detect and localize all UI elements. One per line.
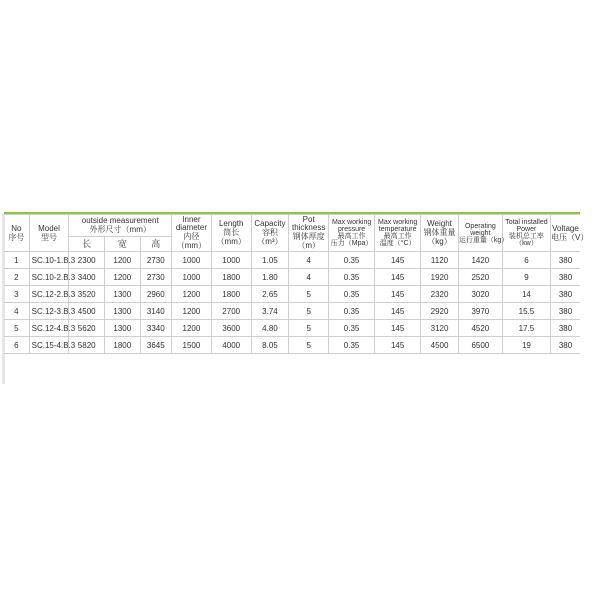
spec-table-container bbox=[4, 212, 589, 354]
table-cell: 6 bbox=[4, 337, 29, 354]
header-voltage: Voltage 电压（V） bbox=[551, 215, 581, 252]
table-cell: SC.15-4.B.3 bbox=[29, 337, 69, 354]
table-cell: 5620 bbox=[69, 320, 105, 337]
table-cell: 1000 bbox=[172, 269, 212, 286]
header-inner-diameter: Inner diameter 内径 （mm） bbox=[172, 215, 212, 252]
header-total-power: Total installed Power 装机总工率 （kw） bbox=[502, 215, 550, 252]
table-cell: 0.35 bbox=[329, 286, 375, 303]
table-cell: 4500 bbox=[421, 337, 459, 354]
header-row bbox=[4, 215, 580, 237]
table-cell: 6 bbox=[502, 252, 550, 269]
table-cell: 3340 bbox=[140, 320, 171, 337]
table-cell: 1800 bbox=[211, 286, 251, 303]
table-cell: 1420 bbox=[458, 252, 502, 269]
spec-table bbox=[4, 214, 589, 354]
table-cell: 3140 bbox=[140, 303, 171, 320]
header-pot-thickness: Pot thickness 钢体厚度 （m） bbox=[289, 215, 329, 252]
table-cell: SC.10-1.B.3 bbox=[29, 252, 69, 269]
table-cell: 1200 bbox=[105, 252, 141, 269]
table-cell: 2700 bbox=[211, 303, 251, 320]
table-cell: 1200 bbox=[172, 286, 212, 303]
table-cell: 0.35 bbox=[329, 269, 375, 286]
table-cell: 2520 bbox=[458, 269, 502, 286]
table-cell: SC.10-2.B.3 bbox=[29, 269, 69, 286]
header-length-cn: 长 bbox=[69, 237, 105, 252]
header-model: Model 型号 bbox=[29, 215, 69, 252]
table-cell: 5 bbox=[289, 337, 329, 354]
table-cell: 380 bbox=[551, 337, 581, 354]
table-cell: 145 bbox=[375, 286, 421, 303]
table-cell: 1920 bbox=[421, 269, 459, 286]
table-cell: 2960 bbox=[140, 286, 171, 303]
header-max-pressure: Max working pressure 最高工作 压力（Mpa） bbox=[329, 215, 375, 252]
table-row bbox=[4, 286, 580, 303]
header-length: Length 筒长 （mm） bbox=[211, 215, 251, 252]
header-max-temperature: Max working temperature 最高工作 温度（°C） bbox=[375, 215, 421, 252]
table-cell: 3 bbox=[4, 286, 29, 303]
table-cell: 0.35 bbox=[329, 337, 375, 354]
table-cell: 145 bbox=[375, 269, 421, 286]
table-cell: 2320 bbox=[421, 286, 459, 303]
table-cell: 1200 bbox=[172, 303, 212, 320]
table-cell: 145 bbox=[375, 303, 421, 320]
table-cell: 3120 bbox=[421, 320, 459, 337]
table-cell: 380 bbox=[551, 320, 581, 337]
header-no: No 序号 bbox=[4, 215, 29, 252]
table-cell: 4500 bbox=[69, 303, 105, 320]
table-cell: 380 bbox=[551, 269, 581, 286]
table-cell: 1.80 bbox=[251, 269, 289, 286]
table-cell: 15.5 bbox=[502, 303, 550, 320]
table-cell: 1800 bbox=[211, 269, 251, 286]
table-cell: 3970 bbox=[458, 303, 502, 320]
table-cell: 19 bbox=[502, 337, 550, 354]
table-cell: 3020 bbox=[458, 286, 502, 303]
table-row bbox=[4, 303, 580, 320]
table-row bbox=[4, 252, 580, 269]
table-cell: 1 bbox=[4, 252, 29, 269]
header-operating-weight: Operating weight 运行重量（kg） bbox=[458, 215, 502, 252]
table-cell: 1200 bbox=[105, 269, 141, 286]
header-weight: Weight 钢体重量 （kg） bbox=[421, 215, 459, 252]
table-cell: 8.05 bbox=[251, 337, 289, 354]
table-cell: 1500 bbox=[172, 337, 212, 354]
table-cell: 145 bbox=[375, 252, 421, 269]
table-row bbox=[4, 269, 580, 286]
table-cell: 2 bbox=[4, 269, 29, 286]
table-cell: 4 bbox=[289, 269, 329, 286]
table-cell: 5820 bbox=[69, 337, 105, 354]
table-cell: 3520 bbox=[69, 286, 105, 303]
table-cell: 5 bbox=[289, 286, 329, 303]
table-cell: 1000 bbox=[172, 252, 212, 269]
header-width-cn: 宽 bbox=[105, 237, 141, 252]
table-cell: 1300 bbox=[105, 320, 141, 337]
table-cell: 4 bbox=[4, 303, 29, 320]
header-capacity: Capacity 容积 （m³） bbox=[251, 215, 289, 252]
table-cell: 1800 bbox=[105, 337, 141, 354]
table-cell: 2.65 bbox=[251, 286, 289, 303]
table-cell: 3600 bbox=[211, 320, 251, 337]
table-cell: 6500 bbox=[458, 337, 502, 354]
table-row bbox=[4, 320, 580, 337]
table-cell: 0.35 bbox=[329, 303, 375, 320]
table-cell: 14 bbox=[502, 286, 550, 303]
table-cell: 2730 bbox=[140, 252, 171, 269]
table-cell: 0.35 bbox=[329, 252, 375, 269]
table-cell: 1120 bbox=[421, 252, 459, 269]
table-cell: 1000 bbox=[211, 252, 251, 269]
table-cell: 4520 bbox=[458, 320, 502, 337]
table-body bbox=[4, 252, 580, 354]
table-cell: 1200 bbox=[172, 320, 212, 337]
table-cell: 5 bbox=[289, 320, 329, 337]
table-cell: 0.35 bbox=[329, 320, 375, 337]
table-cell: 380 bbox=[551, 303, 581, 320]
table-cell: SC.12-4.B.3 bbox=[29, 320, 69, 337]
table-cell: 145 bbox=[375, 337, 421, 354]
table-cell: 3.74 bbox=[251, 303, 289, 320]
table-cell: 4 bbox=[289, 252, 329, 269]
table-cell: 2300 bbox=[69, 252, 105, 269]
table-cell: 5 bbox=[289, 303, 329, 320]
table-cell: 3400 bbox=[69, 269, 105, 286]
table-cell: 1.05 bbox=[251, 252, 289, 269]
table-cell: 380 bbox=[551, 286, 581, 303]
table-cell: 9 bbox=[502, 269, 550, 286]
table-cell: 3645 bbox=[140, 337, 171, 354]
table-cell: 380 bbox=[551, 252, 581, 269]
table-cell: 1300 bbox=[105, 303, 141, 320]
table-cell: 4.80 bbox=[251, 320, 289, 337]
table-cell: 2920 bbox=[421, 303, 459, 320]
table-cell: 1300 bbox=[105, 286, 141, 303]
table-cell: SC.12-3.B.3 bbox=[29, 303, 69, 320]
table-cell: 17.5 bbox=[502, 320, 550, 337]
header-height-cn: 高 bbox=[140, 237, 171, 252]
table-row bbox=[4, 337, 580, 354]
table-cell: 4000 bbox=[211, 337, 251, 354]
table-cell: SC.12-2.B.3 bbox=[29, 286, 69, 303]
header-outside-measurement: outside measurement 外形尺寸（mm） bbox=[69, 215, 172, 237]
table-cell: 5 bbox=[4, 320, 29, 337]
table-cell: 2730 bbox=[140, 269, 171, 286]
table-cell: 145 bbox=[375, 320, 421, 337]
